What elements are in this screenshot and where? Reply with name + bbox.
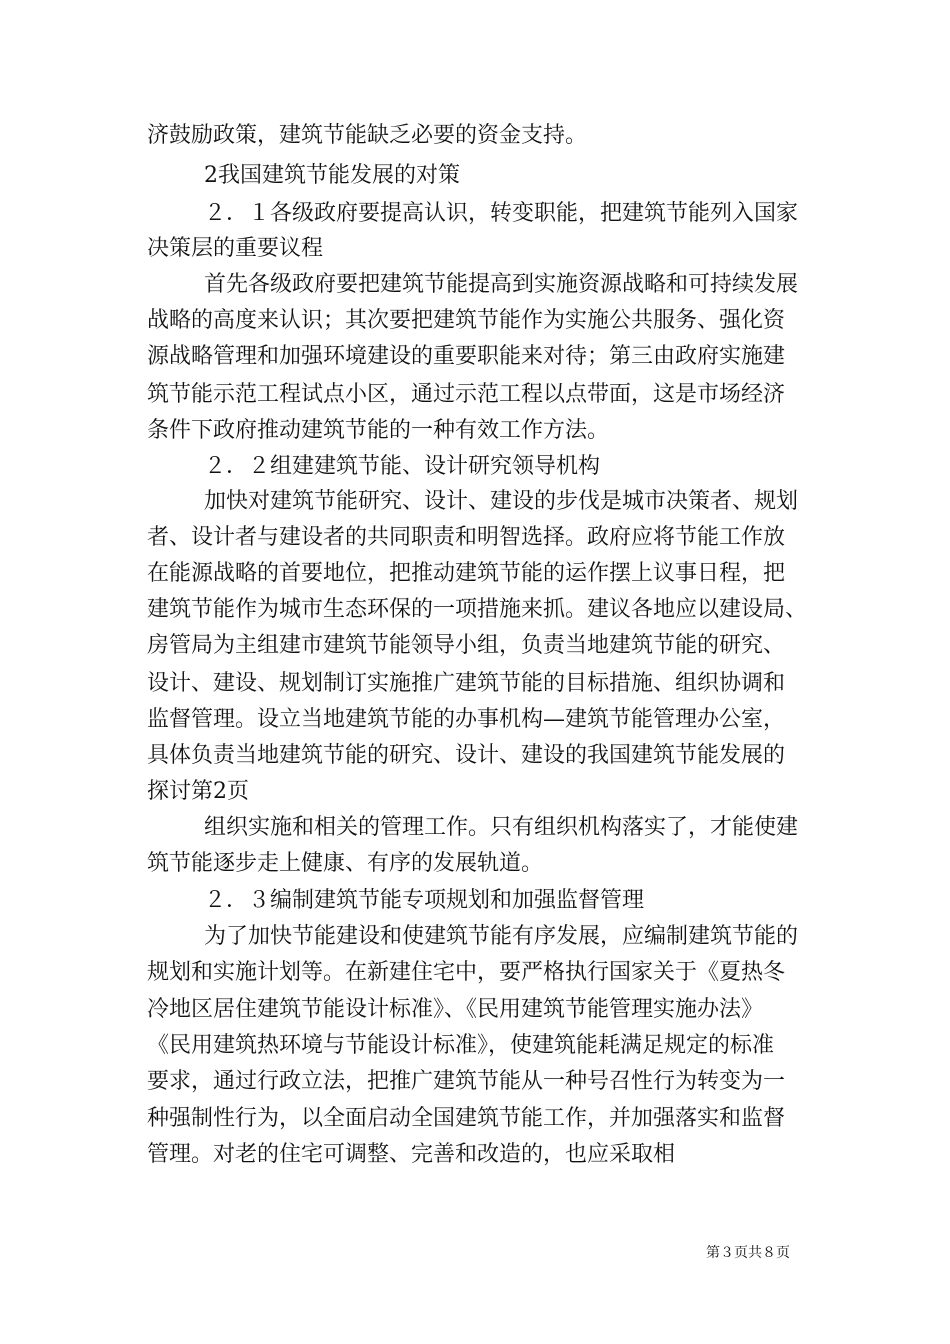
paragraph-line: 者、设计者与建设者的共同职责和明智选择。政府应将节能工作放	[147, 525, 786, 550]
page-number-footer: 第３页共８页	[706, 1245, 790, 1261]
subsection-heading: ２．２组建建筑节能、设计研究领导机构	[204, 454, 601, 479]
paragraph-line: 建筑节能作为城市生态环保的一项措施来抓。建议各地应以建设局、	[147, 597, 808, 622]
paragraph-line: 具体负责当地建筑节能的研究、设计、建设的我国建筑节能发展的	[147, 743, 786, 768]
paragraph-line: 源战略管理和加强环境建设的重要职能来对待；第三由政府实施建	[147, 344, 786, 369]
subsection-heading: ２．３编制建筑节能专项规划和加强监督管理	[204, 888, 645, 913]
section-heading: 2我国建筑节能发展的对策	[204, 163, 460, 188]
paragraph-line: 组织实施和相关的管理工作。只有组织机构落实了，才能使建	[204, 815, 799, 840]
subsection-heading: ２．１各级政府要提高认识，转变职能，把建筑节能列入国家	[204, 201, 799, 226]
subsection-heading-continued: 决策层的重要议程	[147, 236, 324, 261]
paragraph-line: 《民用建筑热环境与节能设计标准》，使建筑能耗满足规定的标准	[147, 1033, 775, 1058]
paragraph-line: 筑节能示范工程试点小区，通过示范工程以点带面，这是市场经济	[147, 382, 786, 407]
paragraph-line: 筑节能逐步走上健康、有序的发展轨道。	[147, 851, 544, 876]
paragraph-line: 战略的高度来认识；其次要把建筑节能作为实施公共服务、强化资	[147, 308, 786, 333]
paragraph-line: 冷地区居住建筑节能设计标准》、《民用建筑节能管理实施办法》	[147, 997, 764, 1022]
paragraph-line: 首先各级政府要把建筑节能提高到实施资源战略和可持续发展	[204, 272, 799, 297]
paragraph-line: 要求，通过行政立法，把推广建筑节能从一种号召性行为转变为一	[147, 1069, 786, 1094]
paragraph-line: 规划和实施计划等。在新建住宅中，要严格执行国家关于《夏热冬	[147, 960, 786, 985]
paragraph-line: 在能源战略的首要地位，把推动建筑节能的运作摆上议事日程，把	[147, 561, 786, 586]
paragraph-line: 加快对建筑节能研究、设计、建设的步伐是城市决策者、规划	[204, 489, 799, 514]
paragraph-line: 探讨第2页	[147, 779, 249, 804]
text-line: 济鼓励政策，建筑节能缺乏必要的资金支持。	[147, 123, 588, 148]
paragraph-line: 房管局为主组建市建筑节能领导小组，负责当地建筑节能的研究、	[147, 633, 786, 658]
paragraph-line: 设计、建设、规划制订实施推广建筑节能的目标措施、组织协调和	[147, 671, 786, 696]
paragraph-line: 种强制性行为，以全面启动全国建筑节能工作，并加强落实和监督	[147, 1106, 786, 1131]
paragraph-line: 为了加快节能建设和使建筑节能有序发展，应编制建筑节能的	[204, 924, 799, 949]
paragraph-line: 管理。对老的住宅可调整、完善和改造的，也应采取相	[147, 1142, 676, 1167]
paragraph-line: 监督管理。设立当地建筑节能的办事机构—建筑节能管理办公室，	[147, 707, 786, 732]
paragraph-line: 条件下政府推动建筑节能的一种有效工作方法。	[147, 418, 610, 443]
